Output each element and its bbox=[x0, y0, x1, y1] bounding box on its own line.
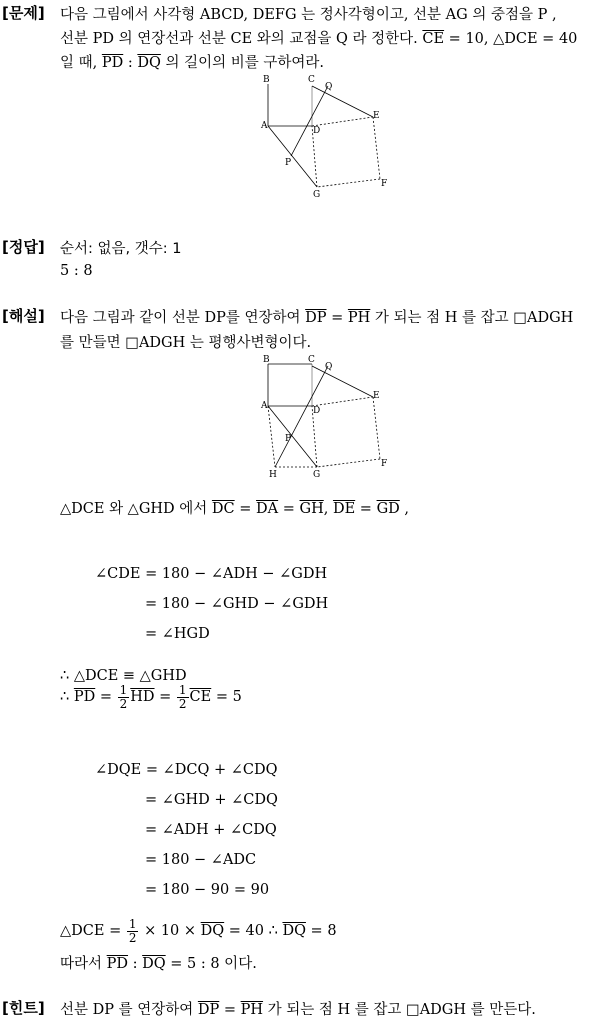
fig2-label-P: P bbox=[285, 434, 292, 444]
fig2-label-F: F bbox=[381, 459, 388, 469]
angle-line-1: ∠CDE = 180 − ∠ADH − ∠GDH bbox=[95, 566, 328, 582]
solution-tag: [해설] bbox=[2, 307, 45, 325]
angle-line-2: = 180 − ∠GHD − ∠GDH bbox=[145, 596, 329, 612]
dqe-line-4: = 180 − ∠ADC bbox=[145, 852, 257, 868]
dqe-line-1: ∠DQE = ∠DCQ + ∠CDQ bbox=[95, 762, 278, 778]
conclusion-line: 따라서 $\overline{PD}$ : $\overline{DQ} = 5$ : 8 이다. bbox=[60, 956, 257, 972]
pd-equation: ∴ $\overline{PD}$ = $\frac{1}{2}$ $\overline{HD}$ = $\frac{1}{2}$ $\overline{CE} = 5$ bbox=[60, 683, 242, 711]
fig2-label-G: G bbox=[313, 470, 321, 480]
fig-label-Q: Q bbox=[325, 82, 333, 92]
dqe-line-3: = ∠ADH + ∠CDQ bbox=[145, 822, 277, 838]
fig2-label-C: C bbox=[308, 355, 315, 365]
fig2-label-E: E bbox=[373, 391, 380, 401]
fig-label-C: C bbox=[308, 75, 315, 85]
fig-label-B: B bbox=[263, 75, 270, 85]
fig-label-E: E bbox=[373, 111, 380, 121]
solution-line-2: 를 만들면 □ADGH 는 평행사변형이다. bbox=[60, 335, 312, 351]
dqe-line-2: = ∠GHD + ∠CDQ bbox=[145, 792, 278, 808]
hint-line: 선분 DP 를 연장하여 $\overline{DP} = \overline{PH}$ 가 되는 점 H 를 잡고 □ADGH 를 만든다. bbox=[60, 1002, 536, 1018]
angle-line-3: = ∠HGD bbox=[145, 626, 210, 642]
answer-meta: 순서: 없음, 갯수: 1 bbox=[60, 241, 182, 257]
fig-label-G: G bbox=[313, 190, 321, 200]
solution-line-1: 다음 그림과 같이 선분 DP를 연장하여 $\overline{DP} = \overline{PH}$ 가 되는 점 H 를 잡고 □ADGH bbox=[60, 310, 574, 326]
hint-tag: [힌트] bbox=[2, 999, 45, 1017]
problem-figure bbox=[255, 72, 395, 202]
fig-label-P: P bbox=[285, 158, 292, 168]
fig-label-F: F bbox=[381, 179, 388, 189]
solution-figure bbox=[255, 352, 395, 482]
fig-label-A: A bbox=[261, 121, 268, 131]
problem-line-1: 다음 그림에서 사각형 ABCD, DEFG 는 정사각형이고, 선분 AG 의 중점을 P , bbox=[60, 7, 557, 23]
fig2-label-Q: Q bbox=[325, 362, 333, 372]
dqe-line-5: = 180 − 90 = 90 bbox=[145, 882, 270, 898]
area-equation: △DCE = $\frac{1}{2}$ × $10 \times \overline{DQ} = 40$ ∴ $\overline{DQ} = 8$ bbox=[60, 917, 337, 945]
answer-tag: [정답] bbox=[2, 238, 45, 256]
fig2-label-H: H bbox=[269, 470, 277, 480]
fig2-label-A: A bbox=[261, 401, 268, 411]
answer-value: 5 : 8 bbox=[60, 263, 93, 279]
congruence-line: △DCE 와 △GHD 에서 $\overline{DC} = \overline{DA} = \overline{GH}$, $\overline{DE} = \overline{GD}$ , bbox=[60, 501, 409, 517]
fig2-label-D: D bbox=[313, 406, 321, 416]
problem-line-2: 선분 PD 의 연장선과 선분 CE 와의 교점을 Q 라 정한다. $\overline{CE} = 10$, △DCE = 40 bbox=[60, 31, 578, 47]
problem-line-3: 일 때, $\overline{PD}$ : $\overline{DQ}$ 의 길이의 비를 구하여라. bbox=[60, 55, 324, 71]
fig2-label-B: B bbox=[263, 355, 270, 365]
problem-tag: [문제] bbox=[2, 4, 45, 22]
fig-label-D: D bbox=[313, 126, 321, 136]
therefore-congruent: ∴ △DCE ≡ △GHD bbox=[60, 668, 187, 684]
